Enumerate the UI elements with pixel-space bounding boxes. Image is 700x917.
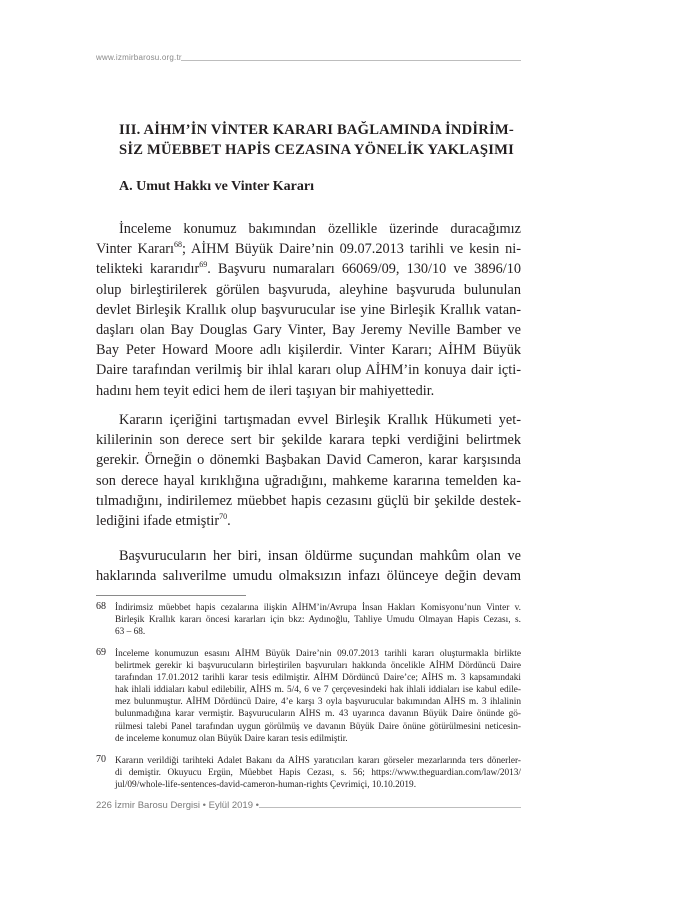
p1-line: hadını hem teyit edici hem de ileri taşıyan bir mahiyettedir. (96, 382, 435, 399)
footnote-68 (96, 602, 521, 638)
footnote-line: tarafından 17.01.2012 tarihli karar tesis edilmiştir. AİHM Dördüncü Daire’ce; AİHS m. 3 kapsamındaki (115, 673, 521, 684)
p1-line: Daire tarafından verilmiş bir ihlal kararı olup AİHM’in konuya dair içti- (96, 362, 521, 379)
footnote-69 (96, 648, 521, 745)
p2-line: Kararın içeriğini tartışmadan evvel Birleşik Krallık Hükumeti yet- (119, 412, 521, 428)
p2-text: . (227, 512, 231, 529)
p3-line: haklarında salıverilme umudu olmaksızın infazı ölünceye değin devam (96, 568, 521, 585)
section-title-line-1: III. AİHM’İN VİNTER KARARI BAĞLAMINDA İNDİRİM- (119, 122, 514, 138)
p2-line: tılmadığını, indirilemez müebbet hapis cezasını güçlü bir şekilde destek- (96, 492, 521, 509)
section-title (119, 120, 521, 160)
p1-line: daşları olan Bay Douglas Gary Vinter, Bay Jeremy Neville Bamber ve (96, 321, 521, 338)
p1-line (96, 239, 521, 259)
footnote-number: 69 (96, 647, 106, 658)
p2-text: lediğini ifade etmiştir (96, 512, 220, 529)
footnote-line: mez bulunmuştur. AİHM Dördüncü Daire, 4’e karşı 3 oyla başvurucular bakımından AİHS m. 3 ihlalinin (115, 697, 521, 708)
footnote-line: belirtmek gerekir ki başvurucuların birleştirilen başvuruları hakkında öncelikle AİHM Dördüncü Daire (115, 661, 521, 672)
page-footer: 226 İzmir Barosu Dergisi • Eylül 2019 • (96, 800, 259, 811)
footnote-line: bulunmadığına karar vermiştir. Başvurucuların AİHS m. 43 uyarınca davanın Büyük Daire önünde gö- (115, 709, 521, 720)
footnote-line: 63 – 68. (115, 627, 146, 638)
footnote-ref-70: 70 (219, 512, 228, 522)
paragraph-1 (96, 219, 521, 401)
p1-line: devlet Birleşik Krallık olup başvurucular ise yine Birleşik Krallık vatan- (96, 301, 521, 318)
footnote-ref-69: 69 (199, 260, 208, 270)
p1-text: telikteki kararıdır (96, 261, 200, 278)
p1-line: İnceleme konumuz bakımından özellikle üzerinde duracağımız (119, 221, 521, 237)
p2-line (96, 511, 521, 531)
paragraph-2 (96, 410, 521, 531)
p2-line: gerekir. Örneğin o dönemki Başbakan David Cameron, karar karşısında (96, 452, 521, 469)
footnote-line: de inceleme konumuz olan Büyük Daire kararı tesis edilmiştir. (115, 733, 348, 744)
footnote-number: 70 (96, 754, 106, 765)
footnote-line: hak ihlali iddiaları kabul edilebilir, AİHS m. 5/4, 6 ve 7 çerçevesindeki hak ihlali iddiaları ise kabul edile- (115, 685, 521, 696)
p1-text: ; AİHM Büyük Daire’nin 09.07.2013 tarihli ve kesin ni- (182, 241, 522, 258)
p3-line: Başvurucuların her biri, insan öldürme suçundan mahkûm olan ve (119, 548, 521, 564)
p1-text: Vinter Kararı (96, 241, 175, 258)
footnote-line: İnceleme konumuzun esasını AİHM Büyük Daire’nin 09.07.2013 tarihli kararı oluşturmakla birlikte (115, 649, 521, 659)
p2-line: kililerinin son derece sert bir şekilde karara tepki verdiğini belirtmek (96, 432, 521, 449)
footnote-line: Kararın verildiği tarihteki Adalet Bakanı da AİHS yaratıcıları kararı görseler mezarlarında ters dönerler- (115, 756, 521, 766)
subsection-title: A. Umut Hakkı ve Vinter Kararı (119, 179, 314, 194)
p1-line (96, 259, 521, 279)
footnote-separator (96, 595, 246, 596)
footnote-line: rülmesi talebi Panel tarafından uygun görülmüş ve davanın Büyük Daire önüne götürülmesini neticesin- (115, 721, 521, 732)
p1-line: olup birleştirilerek görülen başvuruda, aleyhine başvuruda bulunulan (96, 281, 521, 298)
footer-rule (259, 807, 521, 808)
footnote-ref-68: 68 (174, 240, 183, 250)
footnote-line: Birleşik Krallık kararı öncesi kararları için bkz: Aydınoğlu, Tahliye Umudu Olmayan Hapis Cezası, s. (115, 615, 521, 626)
header-url: www.izmirbarosu.org.tr (96, 53, 182, 62)
footnote-70 (96, 755, 521, 791)
footnote-line: jul/09/whole-life-sentences-david-cameron-human-rights Çevrimiçi, 10.10.2019. (115, 780, 417, 791)
header-rule (181, 60, 521, 61)
footnote-line: di demiştir. Okuyucu Ergün, Müebbet Hapis Cezası, s. 56; https://www.theguardian.com/law/2013/ (115, 768, 521, 779)
footnote-number: 68 (96, 601, 106, 612)
p2-line: son derece hayal kırıklığına uğradığını, mahkeme kararına temelden ka- (96, 472, 521, 489)
p1-line: Bay Peter Howard Moore adlı kişilerdir. Vinter Kararı; AİHM Büyük (96, 342, 521, 359)
footnote-line: İndirimsiz müebbet hapis cezalarına ilişkin AİHM’in/Avrupa İnsan Hakları Komisyonu’nun Vinter v. (115, 603, 521, 613)
p1-text: . Başvuru numaraları 66069/09, 130/10 ve 3896/10 (207, 261, 522, 278)
paragraph-3 (96, 546, 521, 586)
section-title-line-2: SİZ MÜEBBET HAPİS CEZASINA YÖNELİK YAKLAŞIMI (119, 142, 514, 158)
